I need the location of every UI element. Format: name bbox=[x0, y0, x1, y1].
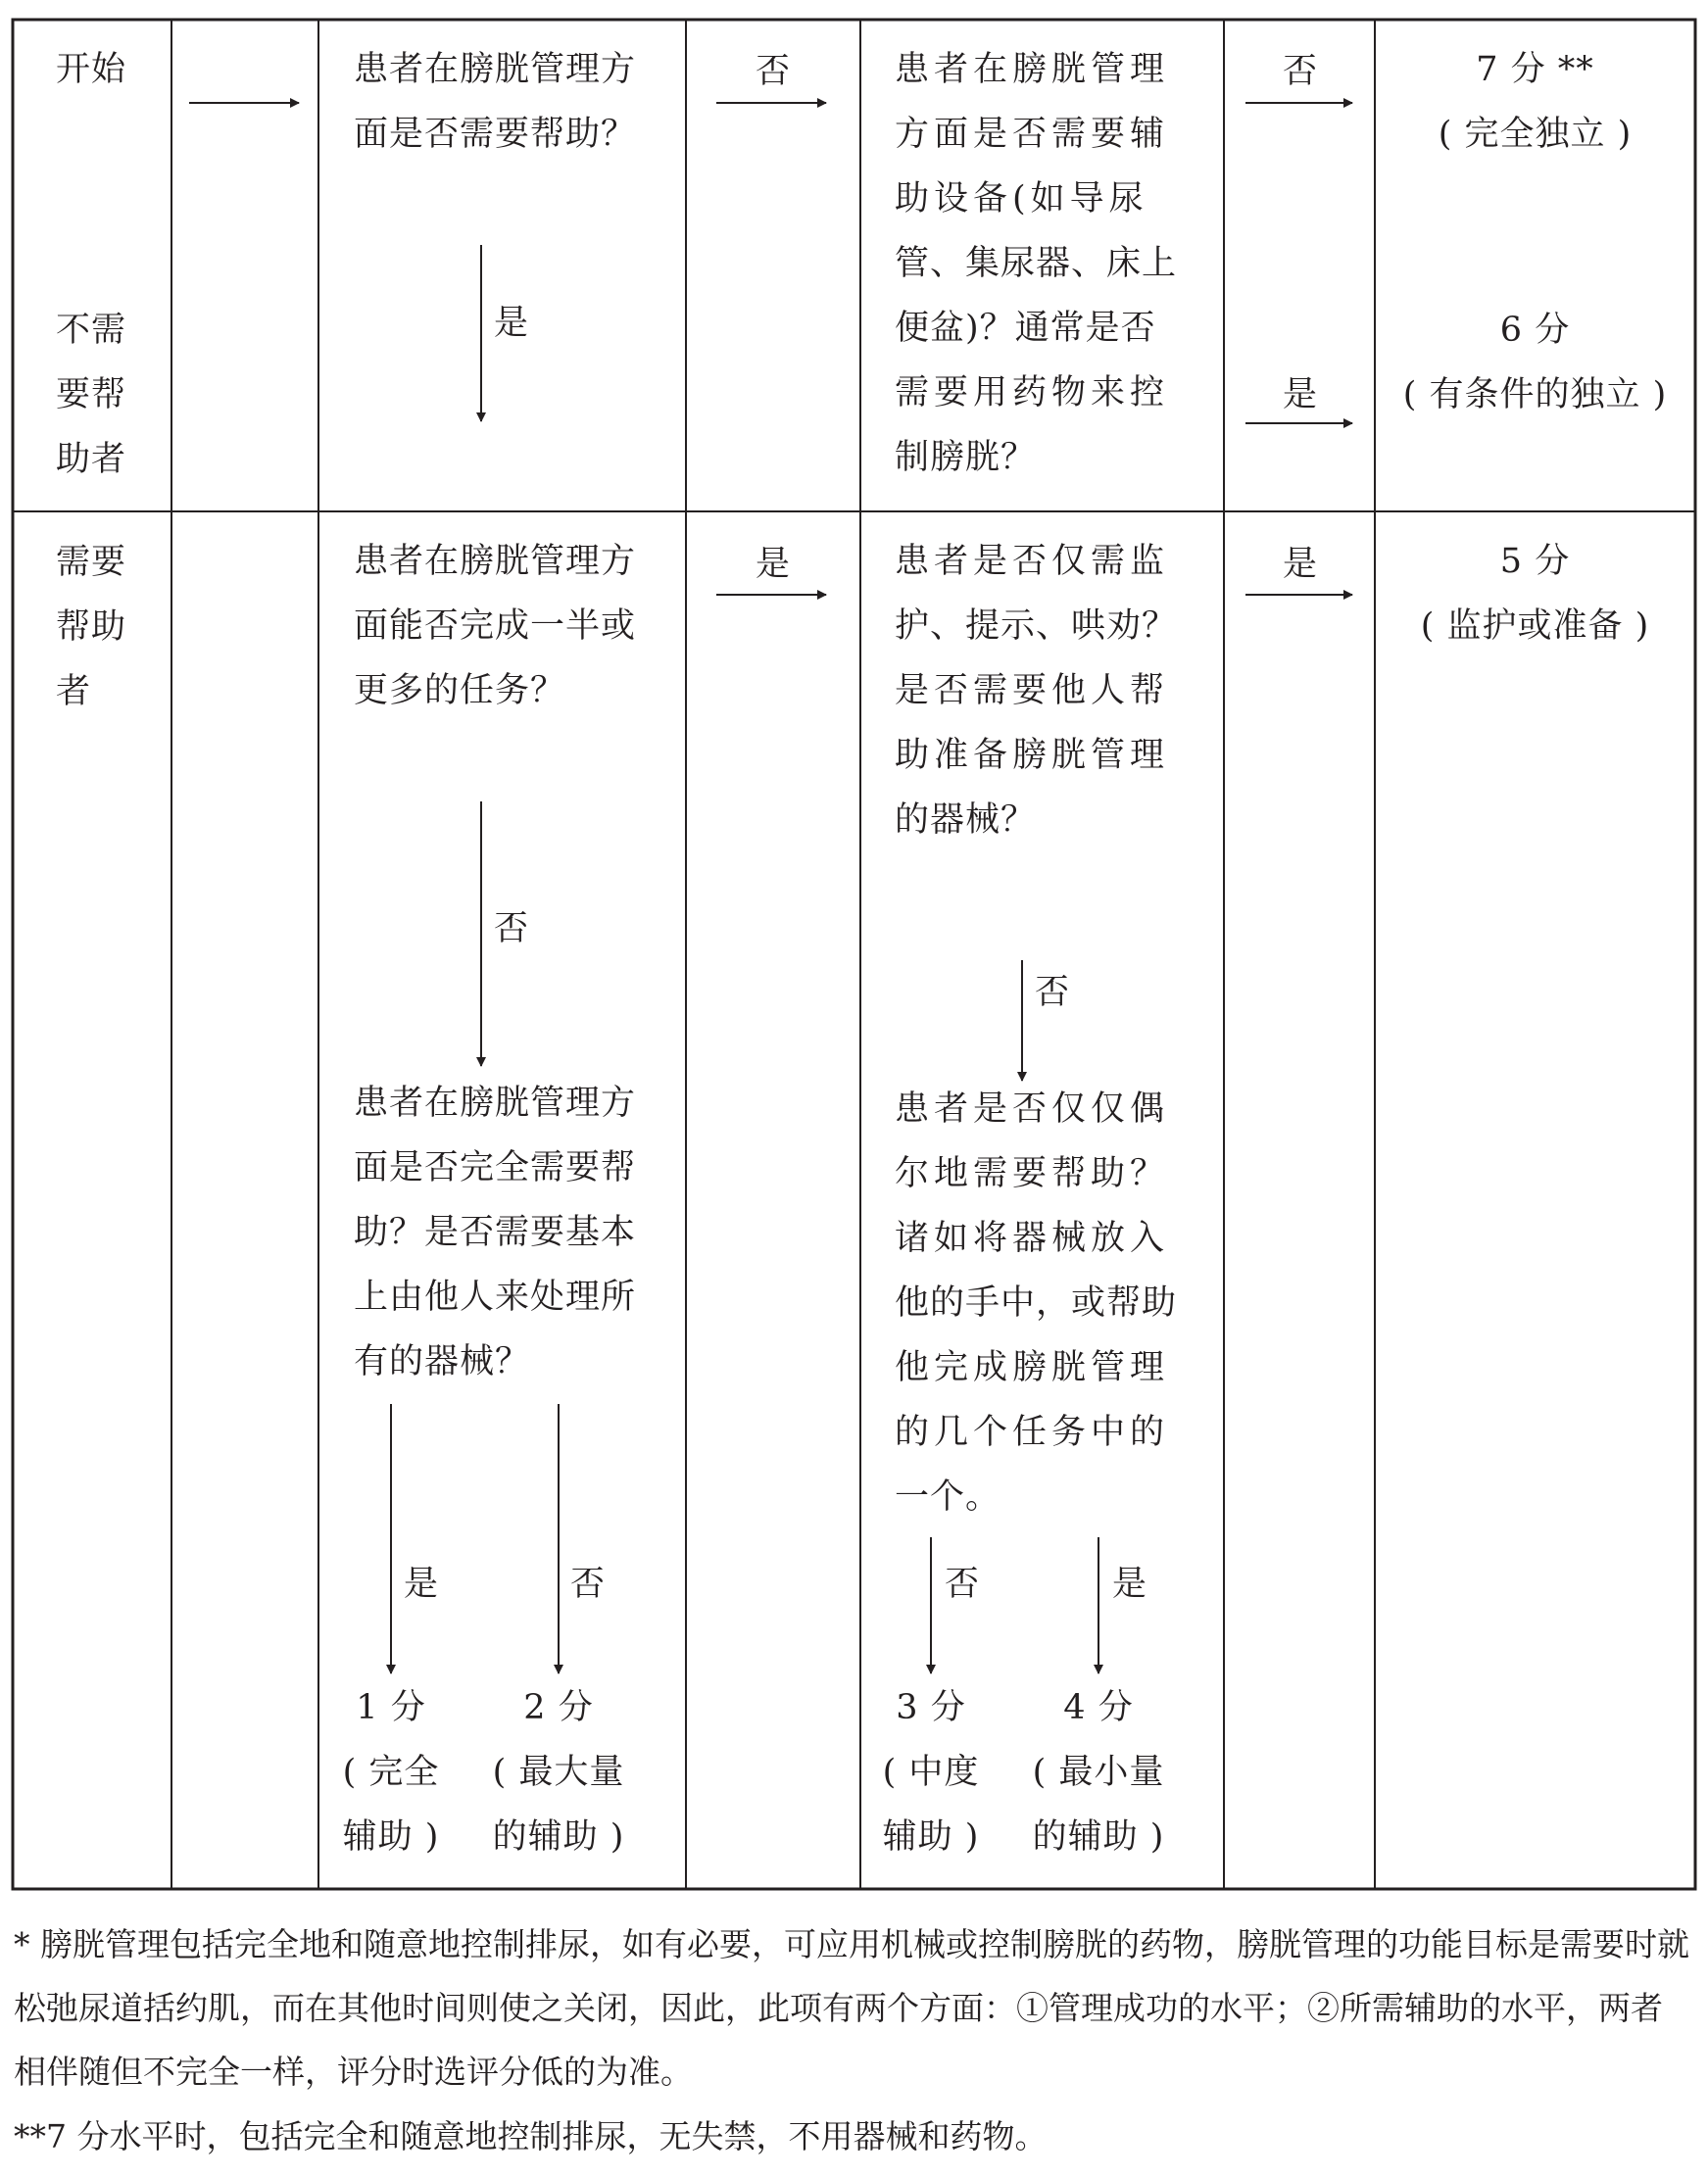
score-2: 2 分 bbox=[523, 1688, 594, 1727]
question-line: 他完成膀胱管理 bbox=[895, 1348, 1170, 1387]
question-line: 面能否完成一半或 bbox=[354, 606, 637, 646]
score-3: 3 分 bbox=[896, 1688, 966, 1727]
score-3-desc: 辅助 ) bbox=[882, 1817, 980, 1857]
label-q5-yes: 是 bbox=[404, 1565, 439, 1604]
question-line: 有的器械？ bbox=[354, 1342, 531, 1381]
label-q2-no: 否 bbox=[1283, 52, 1318, 91]
label-q3-yes: 是 bbox=[756, 545, 791, 584]
question-line: 管、集尿器、床上 bbox=[895, 244, 1178, 283]
question-line: 更多的任务？ bbox=[354, 671, 566, 710]
question-line: 是否需要他人帮 bbox=[895, 671, 1170, 710]
score-1-desc: 辅助 ) bbox=[342, 1817, 440, 1857]
question-line: 患者在膀胱管理 bbox=[895, 50, 1170, 89]
footnote-1: * 膀胱管理包括完全地和随意地控制排尿，如有必要，可应用机械或控制膀胱的药物，膀胱管理的功能目标是需要时就松弛尿道括约肌，而在其他时间则使之关闭，因此，此项有两个方面：①管理成功的水平；②所需辅助的水平，两者相伴随但不完全一样，评分时选评分低的为准。 bbox=[14, 1925, 1689, 2091]
question-q5 bbox=[354, 1071, 636, 1394]
score-4: 4 分 bbox=[1063, 1688, 1134, 1727]
question-q1 bbox=[354, 37, 636, 167]
score-7-desc: ( 完全独立 ) bbox=[1438, 115, 1633, 154]
question-line: 的器械？ bbox=[895, 800, 1037, 840]
question-line: 需要用药物来控 bbox=[895, 373, 1170, 412]
question-line: 一个。 bbox=[895, 1477, 1001, 1517]
label-q5-no: 否 bbox=[570, 1565, 606, 1604]
question-line: 患者在膀胱管理方 bbox=[354, 50, 637, 89]
question-line: 助设备(如导尿 bbox=[895, 179, 1148, 218]
score-1: 1 分 bbox=[356, 1688, 426, 1727]
score-2-desc: 的辅助 ) bbox=[492, 1817, 625, 1857]
score-1-desc: ( 完全 bbox=[342, 1753, 440, 1792]
question-line: 护、提示、哄劝？ bbox=[895, 606, 1178, 646]
question-line: 面是否需要帮助？ bbox=[354, 115, 637, 154]
question-line: 上由他人来处理所 bbox=[354, 1278, 637, 1317]
label-q2-yes: 是 bbox=[1283, 375, 1318, 414]
label-need-help-line: 需要 bbox=[56, 543, 127, 582]
question-line: 患者是否仅仅偶 bbox=[895, 1089, 1170, 1129]
question-q3 bbox=[354, 529, 636, 723]
score-4-desc: 的辅助 ) bbox=[1032, 1817, 1165, 1857]
question-line: 的几个任务中的 bbox=[895, 1413, 1170, 1452]
question-line: 患者在膀胱管理方 bbox=[354, 542, 637, 581]
score-6-desc: ( 有条件的独立 ) bbox=[1402, 375, 1668, 414]
label-no-help-line: 不需 bbox=[56, 311, 127, 350]
label-q6-no: 否 bbox=[945, 1565, 980, 1604]
score-4-desc: ( 最小量 bbox=[1032, 1753, 1165, 1792]
score-5-desc: ( 监护或准备 ) bbox=[1420, 606, 1650, 646]
question-line: 面是否完全需要帮 bbox=[354, 1148, 637, 1187]
label-q4-yes: 是 bbox=[1283, 545, 1318, 584]
label-need-help-line: 者 bbox=[56, 672, 92, 711]
flow-arrows bbox=[189, 103, 1352, 1673]
label-q3-no: 否 bbox=[494, 909, 529, 948]
question-q6 bbox=[895, 1077, 1177, 1529]
question-line: 便盆)？通常是否 bbox=[895, 309, 1156, 348]
question-line: 助？是否需要基本 bbox=[354, 1213, 637, 1252]
score-5: 5 分 bbox=[1499, 542, 1571, 581]
label-q4-no: 否 bbox=[1035, 973, 1070, 1012]
question-line: 制膀胱？ bbox=[895, 438, 1037, 477]
label-need-help-line: 帮助 bbox=[56, 607, 127, 647]
question-q4 bbox=[895, 529, 1177, 852]
question-line: 患者是否仅需监 bbox=[895, 542, 1170, 581]
score-2-desc: ( 最大量 bbox=[492, 1753, 625, 1792]
label-q1-no: 否 bbox=[756, 52, 791, 91]
label-no-help bbox=[56, 298, 126, 492]
label-q1-yes: 是 bbox=[494, 304, 529, 343]
footnote-2: **7 分水平时，包括完全和随意地控制排尿，无失禁，不用器械和药物。 bbox=[14, 2117, 1048, 2155]
label-no-help-line: 要帮 bbox=[56, 375, 127, 414]
question-line: 尔地需要帮助？ bbox=[895, 1154, 1170, 1193]
question-line: 助准备膀胱管理 bbox=[895, 736, 1170, 775]
score-7: 7 分 ** bbox=[1476, 50, 1594, 89]
label-start: 开始 bbox=[56, 50, 127, 89]
question-q2 bbox=[895, 37, 1177, 490]
label-no-help-line: 助者 bbox=[56, 440, 127, 479]
question-line: 他的手中，或帮助 bbox=[895, 1283, 1178, 1323]
question-line: 方面是否需要辅 bbox=[895, 115, 1170, 154]
score-6: 6 分 bbox=[1499, 311, 1571, 350]
label-need-help bbox=[56, 530, 126, 724]
question-line: 诸如将器械放入 bbox=[895, 1219, 1170, 1258]
score-3-desc: ( 中度 bbox=[882, 1753, 980, 1792]
label-q6-yes: 是 bbox=[1112, 1565, 1147, 1604]
question-line: 患者在膀胱管理方 bbox=[354, 1084, 637, 1123]
